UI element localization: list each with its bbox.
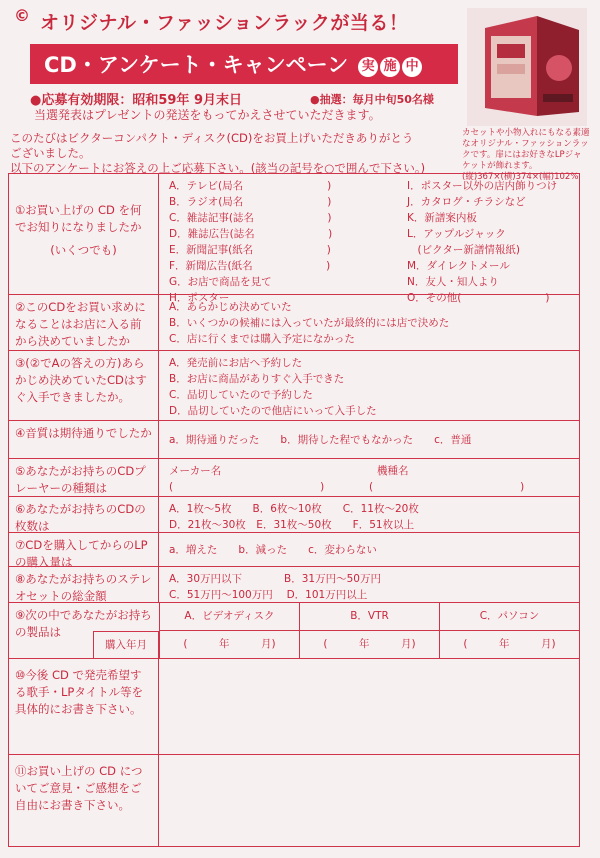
question-1-options	[159, 174, 579, 304]
intro-line-1: このたびはビクターコンパクト・ディスク(CD)をお買上げいただきありがとう	[10, 131, 414, 145]
option-3a[interactable]: A．発売前にお店へ予約した	[169, 357, 303, 369]
question-10-answer-area[interactable]	[159, 659, 579, 754]
option-3c[interactable]: C．品切していたので予約した	[169, 389, 313, 401]
purchase-date-fields	[159, 631, 579, 659]
question-4-label: ④音質は期待通りでしたか	[9, 421, 159, 458]
model-label: 機種名	[377, 465, 409, 477]
option-1f[interactable]: F．新聞広告(紙名 )	[169, 260, 331, 272]
option-1b[interactable]: B．ラジオ(局名 )	[169, 196, 332, 208]
copyright-mark: ©	[14, 6, 30, 25]
maker-label: メーカー名	[169, 465, 222, 477]
question-7	[9, 532, 579, 569]
badge-3: 中	[402, 57, 422, 77]
option-1l[interactable]: L．アップルジャック	[407, 228, 506, 240]
option-1m[interactable]: M．ダイレクトメール	[407, 260, 510, 272]
date-video-disc[interactable]: ( 年 月)	[160, 631, 300, 659]
option-3d[interactable]: D．品切していたので他店にいって入手した	[169, 405, 377, 417]
question-7-options[interactable]: a．増えた b．減った c．変わらない	[169, 544, 377, 556]
caption-size: (縦)367×(横)374×(幅)102%	[462, 172, 579, 182]
option-1d[interactable]: D．雑誌広告(誌名 )	[169, 228, 333, 240]
product-vtr[interactable]: B．VTR	[300, 603, 440, 630]
badge-2: 施	[380, 57, 400, 77]
question-4-options[interactable]: a．期待通りだった b．期待した程でもなかった c．普通	[169, 434, 472, 446]
question-6	[9, 496, 579, 532]
question-6-label: ⑥あなたがお持ちのCDの枚数は	[9, 497, 159, 532]
question-11	[9, 754, 579, 846]
question-3	[9, 350, 579, 420]
option-1n[interactable]: N．友人・知人より	[407, 276, 499, 288]
option-2c[interactable]: C．店に行くまでは購入予定になかった	[169, 333, 355, 345]
option-2a[interactable]: A．あらかじめ決めていた	[169, 301, 292, 313]
option-8-row2[interactable]: C．51万円～100万円 D．101万円以上	[169, 589, 368, 601]
question-8	[9, 566, 579, 602]
option-1a[interactable]: A．テレビ(局名 )	[169, 180, 332, 192]
option-3b[interactable]: B．お店に商品がありすぐ入手できた	[169, 373, 345, 385]
question-1-note: (いくつでも)	[50, 243, 117, 257]
campaign-title: CD・アンケート・キャンペーン	[44, 53, 349, 77]
option-1i[interactable]: I．ポスター以外の店内飾りつけ	[407, 180, 558, 192]
question-7-label: ⑦CDを購入してからのLPの購入量は	[9, 533, 159, 566]
question-10	[9, 658, 579, 754]
intro-line-2: ございました。	[10, 146, 91, 160]
campaign-banner	[30, 44, 458, 84]
question-8-label: ⑧あなたがお持ちのステレオセットの総金額	[9, 567, 159, 602]
headline: オリジナル・ファッションラックが当る！	[40, 12, 409, 34]
option-1c[interactable]: C．雑誌記事(誌名 )	[169, 212, 332, 224]
option-2b[interactable]: B．いくつかの候補には入っていたが最終的には店で決めた	[169, 317, 450, 329]
question-11-label: ⑪お買い上げの CD についてご意見・ご感想をご自由にお書き下さい。	[9, 755, 159, 846]
option-1g[interactable]: G．お店で商品を見て	[169, 276, 272, 288]
option-1e[interactable]: E．新聞記事(紙名 )	[169, 244, 331, 256]
date-pc[interactable]: ( 年 月)	[463, 638, 556, 650]
question-3-options	[159, 351, 579, 420]
fashion-rack-image	[467, 8, 587, 126]
question-2	[9, 294, 579, 350]
purchase-date-label: 購入年月	[93, 631, 159, 659]
product-video-disc[interactable]: A．ビデオディスク	[160, 603, 300, 630]
question-8-options	[159, 567, 579, 602]
intro-line-3: 以下のアンケートにお答えの上ご応募下さい。(該当の記号を○で囲んで下さい。)	[10, 161, 426, 175]
maker-input[interactable]: ( )	[169, 481, 325, 493]
question-11-answer-area[interactable]	[159, 755, 579, 846]
question-2-options	[159, 295, 579, 350]
option-6-row2[interactable]: D．21枚～30枚 E．31枚～50枚 F．51枚以上	[169, 519, 415, 531]
question-1	[9, 174, 579, 304]
question-2-label: ②このCDをお買い求めになることはお店に入る前から決めていましたか	[9, 295, 159, 350]
draw-info: ●抽選：毎月中旬50名様	[310, 93, 434, 106]
option-1k[interactable]: K．新譜案内板	[407, 212, 477, 224]
survey-form	[8, 173, 580, 847]
question-6-options	[159, 497, 579, 532]
date-vtr[interactable]: ( 年 月)	[300, 631, 440, 659]
option-1l-note: (ビクター新譜情報紙)	[407, 244, 520, 256]
badge-1: 実	[358, 57, 378, 77]
model-input[interactable]: ( )	[369, 481, 525, 493]
announcement: 当選発表はプレゼントの発送をもってかえさせていただきます。	[34, 108, 381, 122]
question-10-label: ⑩今後 CD で発売希望する歌手・LPタイトル等を具体的にお書き下さい。	[9, 659, 159, 754]
question-5-fields	[159, 459, 579, 496]
option-8-row1[interactable]: A．30万円以下 B．31万円～50万円	[169, 573, 381, 585]
question-4	[9, 420, 579, 458]
question-5	[9, 458, 579, 496]
option-6-row1[interactable]: A．1枚～5枚 B．6枚～10枚 C．11枚～20枚	[169, 503, 419, 515]
option-1h[interactable]: H．ポスター	[169, 292, 230, 304]
option-1j[interactable]: J．カタログ・チラシなど	[407, 196, 526, 208]
question-5-label: ⑤あなたがお持ちのCDプレーヤーの種類は	[9, 459, 159, 496]
deadline: ●応募有効期限：昭和59年 9月末日	[30, 93, 243, 108]
intro-text	[10, 131, 430, 176]
option-1o[interactable]: O．その他( )	[407, 292, 550, 304]
caption-text: カセットや小物入れにもなる素適なオリジナル・ファッションラックです。扉にはお好きなLPジャケットが飾れます。	[462, 128, 590, 171]
question-9	[9, 602, 579, 658]
question-9-label: ⑨次の中であなたがお持ちの製品は	[15, 608, 152, 639]
product-pc[interactable]: C．パソコン	[479, 610, 540, 622]
question-3-label: ③(②でAの答えの方)あらかじめ決めていたCDはすぐ入手できましたか。	[9, 351, 159, 420]
product-list	[159, 603, 579, 631]
question-1-label: ①お買い上げの CD を何でお知りになりましたか (いくつでも)	[9, 174, 159, 294]
